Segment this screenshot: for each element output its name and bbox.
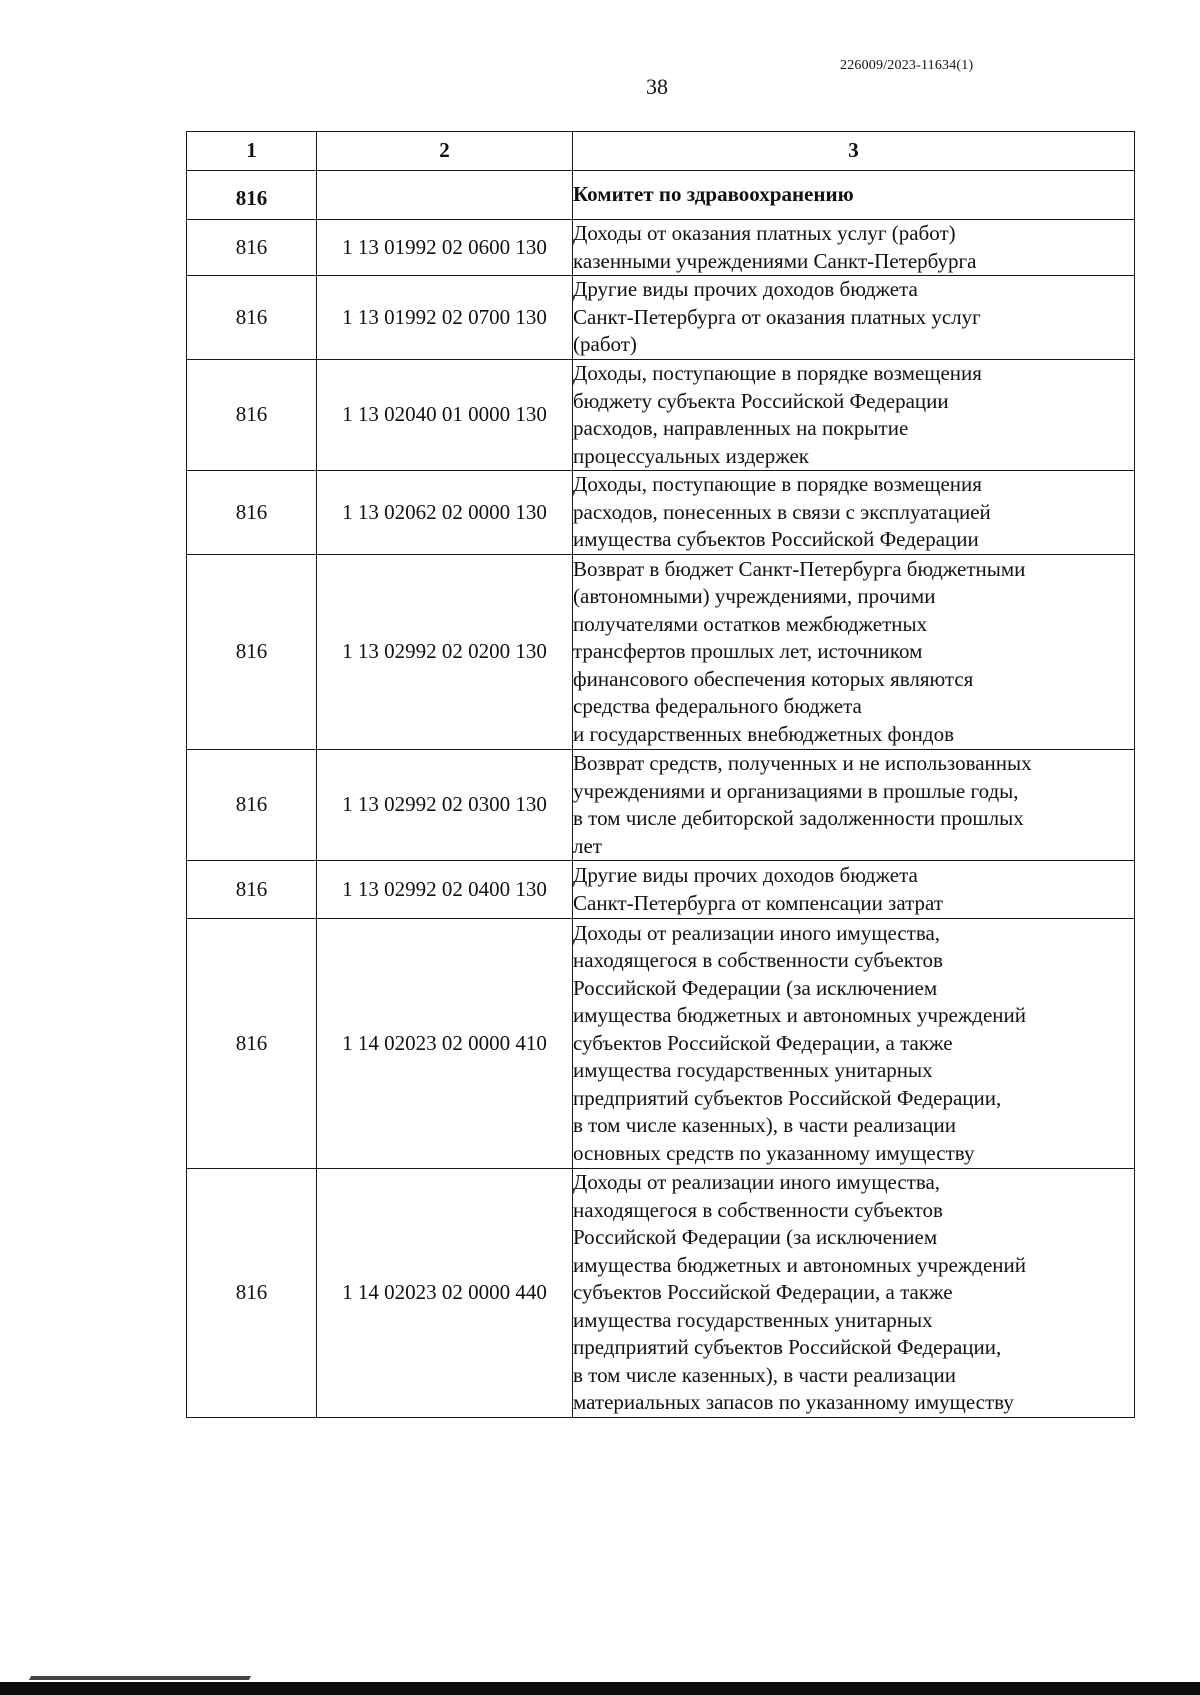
column-header-2: 2	[317, 132, 573, 171]
admin-code-cell: 816	[187, 861, 317, 919]
revenue-description-cell: Доходы от оказания платных услуг (работ) казенными учреждениями Санкт-Петербурга	[573, 220, 1135, 276]
table-row	[187, 220, 1135, 276]
section-title: Комитет по здравоохранению	[573, 171, 1135, 220]
section-empty-cell	[317, 171, 573, 220]
admin-code-cell: 816	[187, 750, 317, 861]
revenue-code-cell: 1 14 02023 02 0000 410	[317, 919, 573, 1169]
scan-edge-artifact	[29, 1676, 251, 1680]
revenue-code-cell: 1 13 01992 02 0700 130	[317, 276, 573, 360]
table-row	[187, 750, 1135, 861]
section-heading-row	[187, 171, 1135, 220]
admin-code-cell: 816	[187, 919, 317, 1169]
revenue-description-cell: Возврат средств, полученных и не использованных учреждениями и организациями в прошлые годы, в том числе дебиторской задолженности прошлых лет	[573, 750, 1135, 861]
revenue-description-cell: Доходы, поступающие в порядке возмещения расходов, понесенных в связи с эксплуатацией имущества субъектов Российской Федерации	[573, 471, 1135, 555]
table-row	[187, 471, 1135, 555]
revenue-code-cell: 1 14 02023 02 0000 440	[317, 1169, 573, 1418]
admin-code-cell: 816	[187, 1169, 317, 1418]
revenue-description-cell: Доходы, поступающие в порядке возмещения бюджету субъекта Российской Федерации расходов, направленных на покрытие процессуальных издержек	[573, 360, 1135, 471]
revenue-code-cell: 1 13 02992 02 0300 130	[317, 750, 573, 861]
revenue-description-cell: Другие виды прочих доходов бюджета Санкт-Петербурга от оказания платных услуг (работ)	[573, 276, 1135, 360]
revenue-code-cell: 1 13 01992 02 0600 130	[317, 220, 573, 276]
revenue-code-cell: 1 13 02992 02 0200 130	[317, 555, 573, 750]
table-row	[187, 861, 1135, 919]
table-row	[187, 360, 1135, 471]
table-row	[187, 1169, 1135, 1418]
admin-code-cell: 816	[187, 220, 317, 276]
revenue-description-cell: Другие виды прочих доходов бюджета Санкт-Петербурга от компенсации затрат	[573, 861, 1135, 919]
table-row	[187, 276, 1135, 360]
table-row	[187, 555, 1135, 750]
budget-revenue-table	[186, 131, 1135, 1418]
admin-code-cell: 816	[187, 471, 317, 555]
revenue-code-cell: 1 13 02040 01 0000 130	[317, 360, 573, 471]
revenue-code-cell: 1 13 02062 02 0000 130	[317, 471, 573, 555]
column-header-1: 1	[187, 132, 317, 171]
page-number: 38	[646, 74, 668, 99]
admin-code-cell: 816	[187, 555, 317, 750]
table-header-row	[187, 132, 1135, 171]
revenue-code-cell: 1 13 02992 02 0400 130	[317, 861, 573, 919]
document-registration-number: 226009/2023-11634(1)	[840, 58, 974, 73]
admin-code-cell: 816	[187, 276, 317, 360]
table-row	[187, 919, 1135, 1169]
column-header-3: 3	[573, 132, 1135, 171]
revenue-description-cell: Возврат в бюджет Санкт-Петербурга бюджетными (автономными) учреждениями, прочими получателями остатков межбюджетных трансфертов прошлых лет, источником финансового обеспечения которых являются средства федерального бюджета и государственных внебюджетных фондов	[573, 555, 1135, 750]
admin-code-cell: 816	[187, 360, 317, 471]
revenue-description-cell: Доходы от реализации иного имущества, находящегося в собственности субъектов Российской Федерации (за исключением имущества бюджетных и автономных учреждений субъектов Российской Федерации, а также имущества государственных унитарных предприятий субъектов Российской Федерации, в том числе казенных), в части реализации основных средств по указанному имуществу	[573, 919, 1135, 1169]
revenue-description-cell: Доходы от реализации иного имущества, находящегося в собственности субъектов Российской Федерации (за исключением имущества бюджетных и автономных учреждений субъектов Российской Федерации, а также имущества государственных унитарных предприятий субъектов Российской Федерации, в том числе казенных), в части реализации материальных запасов по указанному имуществу	[573, 1169, 1135, 1418]
scan-bottom-border	[0, 1682, 1200, 1695]
section-admin-code: 816	[187, 171, 317, 220]
